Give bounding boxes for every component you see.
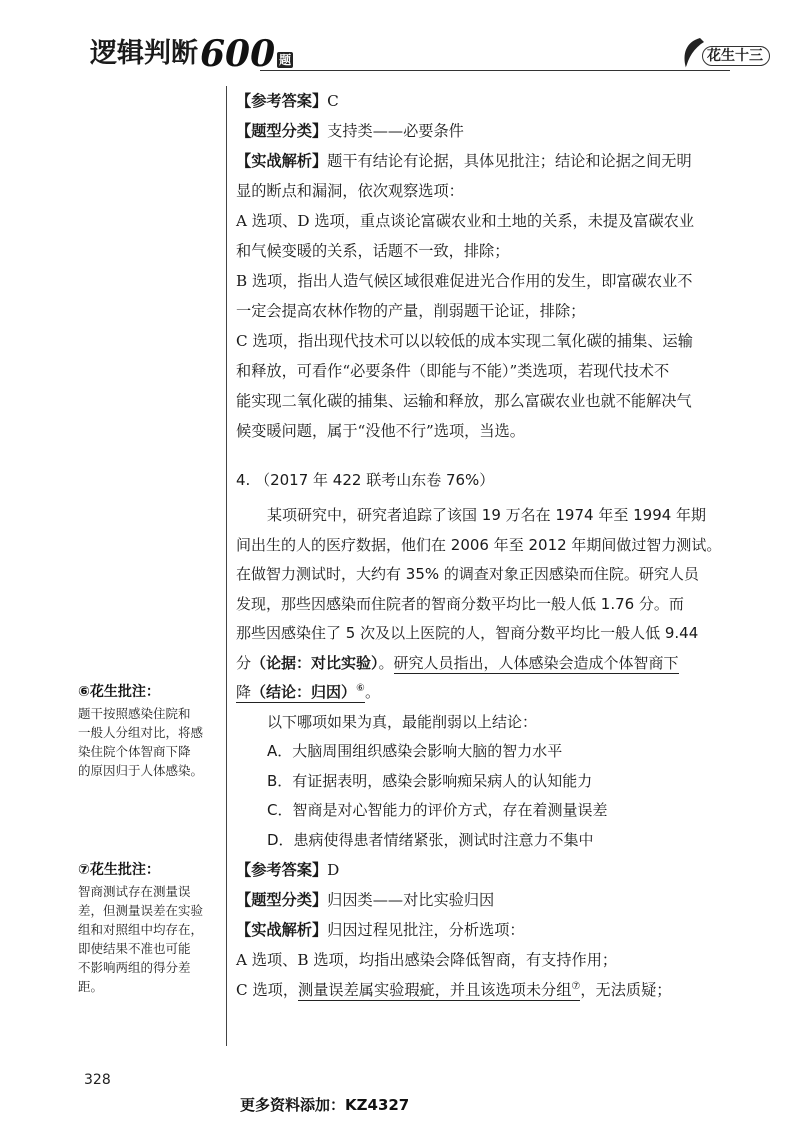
- margin-divider: [226, 86, 227, 1046]
- analysis-text: 归因过程见批注，分析选项：: [327, 921, 525, 939]
- option-c: C．智商是对心智能力的评价方式，存在着测量误差: [267, 801, 608, 819]
- conclusion-underline: [236, 683, 365, 703]
- analysis-line: [236, 915, 736, 945]
- conclusion-underline: 研究人员指出，人体感染会造成个体智商下: [393, 653, 679, 672]
- page-number: 328: [84, 1072, 111, 1088]
- note-line: 题干按照感染住院和: [78, 706, 191, 721]
- note-line: 组和对照组中均存在，: [78, 922, 204, 937]
- author-logo-text: 花生十三: [702, 46, 770, 66]
- note-line: 智商测试存在测量误: [78, 884, 191, 899]
- note-line: 即使结果不准也可能: [78, 941, 191, 956]
- page-header: [90, 30, 770, 80]
- analysis-line: 和气候变暖的关系，话题不一致，排除；: [236, 242, 510, 260]
- stem-line: [236, 678, 736, 708]
- type-label: 【题型分类】: [236, 122, 328, 140]
- analysis-line: C 选项，指出现代技术可以以较低的成本实现二氧化碳的捕集、运输: [236, 332, 693, 350]
- note-title: ⑦花生批注：: [78, 862, 160, 878]
- stem-text: 分: [236, 653, 252, 672]
- note-body: [78, 882, 220, 996]
- note-line: 不影响两组的得分差: [78, 960, 191, 975]
- stem-line: 在做智力测试时，大约有 35% 的调查对象正因感染而住院。研究人员: [236, 565, 699, 583]
- answer-label: 【参考答案】: [236, 861, 328, 879]
- stem-line: 发现，那些因感染而住院者的智商分数平均比一般人低 1.76 分。而: [236, 594, 684, 613]
- analysis-line: A 选项、D 选项，重点谈论富碳农业和土地的关系，未提及富碳农业: [236, 212, 695, 230]
- book-title: [90, 33, 293, 75]
- author-logo: [678, 36, 770, 72]
- analysis-line: 候变暖问题，属于“没他不行”选项，当选。: [236, 422, 525, 440]
- note-line: 一般人分组对比，将感: [78, 725, 204, 740]
- analysis-text: C 选项，: [236, 981, 299, 999]
- note-body: [78, 704, 220, 780]
- analysis-line: [236, 146, 736, 176]
- option-a: A．大脑周围组织感染会影响大脑的智力水平: [267, 742, 563, 760]
- answer-section-3: [236, 86, 736, 446]
- stem-line: 某项研究中，研究者追踪了该国 19 万名在 1974 年至 1994 年期: [267, 506, 707, 524]
- note-line: 的原因归于人体感染。: [78, 763, 204, 778]
- answer-line: [236, 86, 736, 116]
- analysis-line: 一定会提高农林作物的产量，削弱题干论证，排除；: [236, 302, 586, 320]
- stem-line: [236, 649, 736, 679]
- stem-text: 。: [365, 683, 381, 701]
- analysis-text: 测量误差属实验瑕疵，并且该选项未分组: [298, 981, 572, 999]
- analysis-underline: [298, 981, 580, 1001]
- type-value: 支持类——必要条件: [327, 122, 464, 140]
- analysis-text: ，无法质疑；: [580, 981, 672, 999]
- analysis-label: 【实战解析】: [236, 921, 328, 939]
- analysis-text: 题干有结论有论据，具体见批注；结论和论据之间无明: [327, 152, 692, 170]
- note-line: 染住院个体智商下降: [78, 744, 191, 759]
- analysis-line: B 选项，指出人造气候区域很难促进光合作用的发生，即富碳农业不: [236, 272, 693, 290]
- analysis-line: [236, 975, 736, 1005]
- note-line: 差，但测量误差在实验: [78, 903, 204, 918]
- book-title-number: 600: [200, 33, 276, 75]
- answer-value: D: [327, 861, 340, 879]
- evidence-annotation: （论据：对比实验）: [251, 653, 379, 672]
- analysis-line: A 选项、B 选项，均指出感染会降低智商，有支持作用；: [236, 951, 618, 969]
- type-value: 归因类——对比实验归因: [327, 891, 495, 909]
- conclusion-annotation: （结论：归因）: [251, 683, 357, 701]
- option-b: B．有证据表明，感染会影响痴呆病人的认知能力: [267, 771, 593, 790]
- stem-line: 间出生的人的医疗数据，他们在 2006 年至 2012 年期间做过智力测试。: [236, 535, 722, 554]
- answer-line: [236, 855, 736, 885]
- analysis-line: 显的断点和漏洞，依次观察选项：: [236, 182, 464, 200]
- analysis-line: 和释放，可看作“必要条件（即能与不能）”类选项，若现代技术不: [236, 362, 670, 380]
- answer-value: C: [327, 92, 339, 110]
- footer-ad-text: 更多资料添加：KZ4327: [240, 1096, 410, 1114]
- stem-line: 那些因感染住了 5 次及以上医院的人，智商分数平均比一般人低 9.44: [236, 624, 699, 642]
- stem-text: 。: [378, 653, 394, 672]
- book-title-text: 逻辑判断: [90, 38, 198, 69]
- note-ref-7: ⑦: [571, 980, 581, 992]
- note-ref-6: ⑥: [356, 683, 365, 694]
- answer-section-4: [236, 855, 736, 1005]
- analysis-label: 【实战解析】: [236, 152, 328, 170]
- header-divider: [260, 70, 730, 71]
- note-line: 距。: [78, 979, 104, 994]
- note-title: ⑥花生批注：: [78, 684, 160, 700]
- type-line: [236, 116, 736, 146]
- question-ask: 以下哪项如果为真，最能削弱以上结论：: [267, 712, 538, 731]
- stem-text: 降: [236, 683, 252, 701]
- answer-label: 【参考答案】: [236, 92, 328, 110]
- margin-note-7: [78, 860, 220, 996]
- option-d: D．患病使得患者情绪紧张，测试时注意力不集中: [267, 830, 594, 849]
- analysis-line: 能实现二氧化碳的捕集、运输和释放，那么富碳农业也就不能解决气: [236, 392, 692, 410]
- book-title-badge: 题: [279, 53, 292, 67]
- type-line: [236, 885, 736, 915]
- question-4: [236, 465, 736, 855]
- type-label: 【题型分类】: [236, 891, 328, 909]
- question-heading: 4. （2017 年 422 联考山东卷 76%）: [236, 471, 495, 489]
- margin-note-6: [78, 682, 220, 780]
